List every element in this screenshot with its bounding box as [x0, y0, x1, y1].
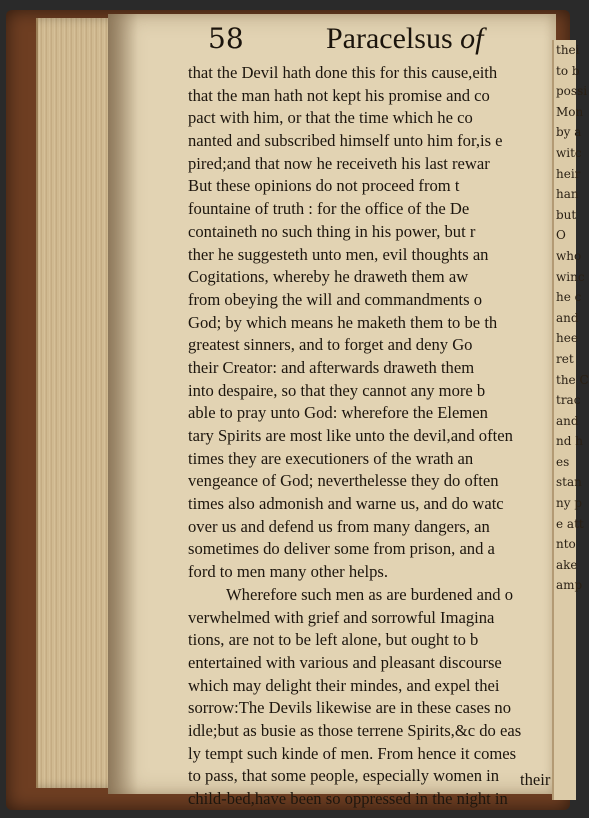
text-line: from obeying the will and commandments o — [188, 289, 483, 309]
next-page-fragment: ny p — [556, 496, 583, 511]
next-page-fragment: winc — [556, 269, 585, 284]
text-line: vengeance of God; neverthelesse they do often — [188, 471, 499, 491]
next-page-fragment: and — [556, 310, 579, 325]
next-page-fragment: who — [556, 248, 582, 263]
next-page-fragment: ret — [556, 351, 574, 366]
next-page-fragment: hee — [556, 331, 578, 346]
text-line: sometimes do deliver some from prison, and a — [188, 539, 495, 559]
next-page-fragment: possi — [556, 84, 588, 99]
next-page-fragment: trac — [556, 393, 581, 408]
running-title-suffix: of — [460, 22, 484, 55]
text-line: verwhelmed with grief and sorrowful Imagina — [188, 607, 495, 627]
next-page-fragment: he c — [556, 290, 582, 305]
page-number: 58 — [208, 22, 244, 55]
next-page-fragment: ake — [556, 557, 578, 572]
next-page-fragment: witc — [556, 145, 582, 160]
body-text — [188, 62, 552, 811]
running-title — [326, 22, 483, 56]
catchword: their — [520, 770, 551, 789]
next-page-fragment: thei — [556, 43, 580, 57]
text-line: tary Spirits are most like unto the devil,and often — [188, 426, 513, 445]
next-page-fragment: O — [556, 228, 566, 243]
next-page-fragment: Mon — [556, 104, 584, 119]
next-page-fragment: es — [556, 454, 570, 469]
next-page-fragment: nd h — [556, 434, 583, 449]
text-line: times they are executioners of the wrath an — [188, 448, 474, 468]
text-line: that the man hath not kept his promise and co — [188, 85, 490, 105]
text-line: sorrow:The Devils likewise are in these cases no — [188, 698, 512, 718]
next-page-fragment: heir — [556, 166, 581, 181]
text-line: idle;but as busie as those terrene Spirits,&c do eas — [188, 720, 522, 740]
text-line: ford to men many other helps. — [188, 562, 389, 582]
text-line: ly tempt such kinde of men. From hence it comes — [188, 743, 517, 763]
text-line: pired;and that now he receiveth his last rewar — [188, 153, 490, 173]
text-line: fountaine of truth : for the office of the De — [188, 199, 470, 219]
text-line: God; by which means he maketh them to be th — [188, 312, 498, 332]
text-line: tions, are not to be left alone, but ought to b — [188, 630, 479, 650]
text-line: But these opinions do not proceed from t — [188, 176, 460, 196]
next-page-fragment: by a — [556, 125, 582, 140]
text-line: into despaire, so that they cannot any more b — [188, 380, 486, 400]
running-head — [208, 20, 548, 60]
text-line: pact with him, or that the time which he co — [188, 108, 473, 128]
text-line: child-bed,have been so oppressed in the night in — [188, 789, 508, 808]
next-page-fragment: amp — [556, 578, 583, 593]
next-page-fragment: e att — [556, 516, 584, 531]
next-page-edge — [552, 40, 589, 800]
text-line: that the Devil hath done this for this cause,eith — [188, 63, 498, 82]
text-line: greatest sinners, and to forget and deny Go — [188, 335, 473, 355]
next-page-fragment: to b — [556, 63, 580, 78]
text-line: to pass, that some people, especially women in — [188, 766, 500, 786]
running-title-main: Paracelsus — [326, 22, 453, 55]
text-line: able to pray unto God: wherefore the Elemen — [188, 403, 488, 423]
text-line: nanted and subscribed himself unto him for,is e — [188, 131, 503, 151]
next-page-fragment: han — [556, 187, 579, 202]
text-line: ther he suggesteth unto men, evil thoughts an — [188, 244, 489, 264]
next-page-fragment: the C — [556, 372, 589, 387]
next-page-fragment: stan — [556, 475, 582, 490]
next-page-fragment: and — [556, 413, 579, 428]
text-line: entertained with various and pleasant discourse — [188, 652, 502, 672]
text-line: which may delight their mindes, and expel thei — [188, 675, 500, 695]
paragraph-first-line: Wherefore such men as are burdened and o — [226, 584, 514, 604]
text-line: their Creator: and afterwards draweth them — [188, 357, 475, 377]
next-page-fragment: nto — [556, 537, 576, 552]
text-line: times also admonish and warne us, and do watc — [188, 494, 504, 514]
spine-shadow — [108, 14, 138, 794]
text-line: over us and defend us from many dangers, an — [188, 516, 490, 536]
next-page-fragment: but — [556, 207, 577, 222]
text-line: Cogitations, whereby he draweth them aw — [188, 267, 469, 287]
text-line: containeth no such thing in his power, but r — [188, 221, 476, 241]
